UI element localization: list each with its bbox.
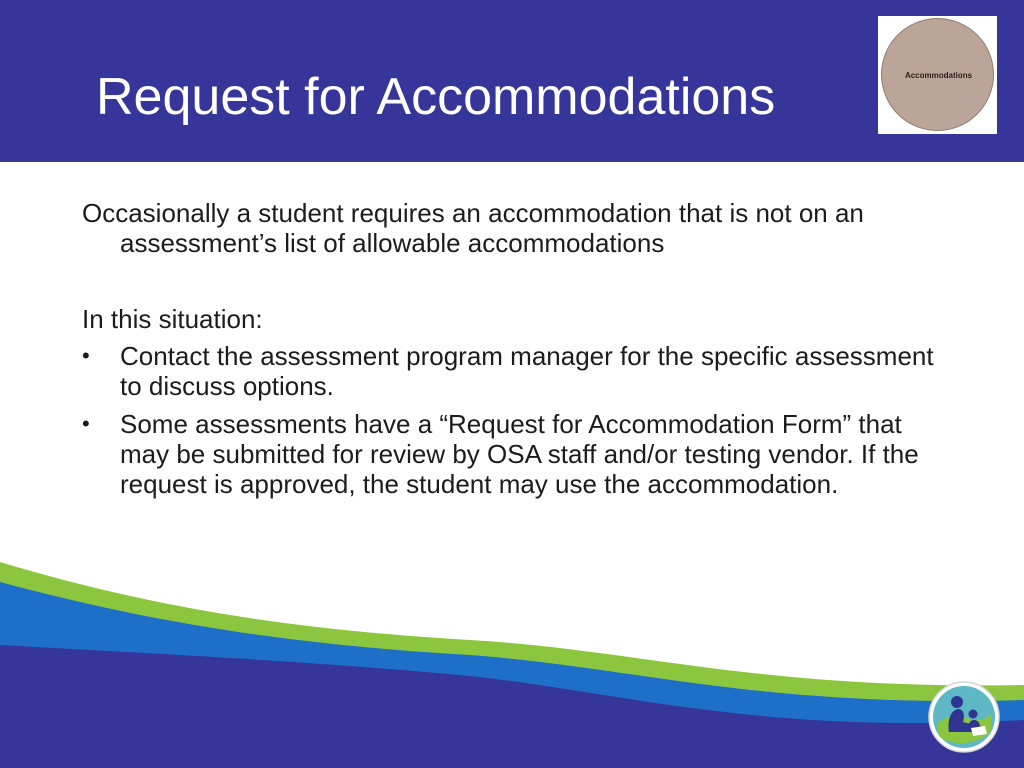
bullet-item (82, 341, 942, 401)
slide-title: Request for Accommodations (96, 68, 776, 126)
bullet-item (82, 409, 942, 499)
badge-circle (881, 18, 994, 131)
accommodations-badge (878, 16, 997, 134)
bullet-icon: • (82, 411, 90, 436)
badge-label: Accommodations (904, 71, 973, 80)
situation-label: In this situation: (82, 304, 263, 334)
bullet-text: Some assessments have a “Request for Accommodation Form” that may be submitted for review by OSA staff and/or testing vendor. If the request is approved, the student may use the accommodation. (120, 409, 919, 499)
slide-body (82, 198, 942, 507)
bullet-icon: • (82, 343, 90, 368)
parent-and-child-logo-icon (927, 680, 1001, 754)
decorative-wave (0, 540, 1024, 768)
intro-paragraph: Occasionally a student requires an accommodation that is not on an assessment’s list of allowable accommodations (82, 198, 864, 258)
bullet-list (82, 341, 942, 499)
bullet-text: Contact the assessment program manager for the specific assessment to discuss options. (120, 341, 934, 401)
